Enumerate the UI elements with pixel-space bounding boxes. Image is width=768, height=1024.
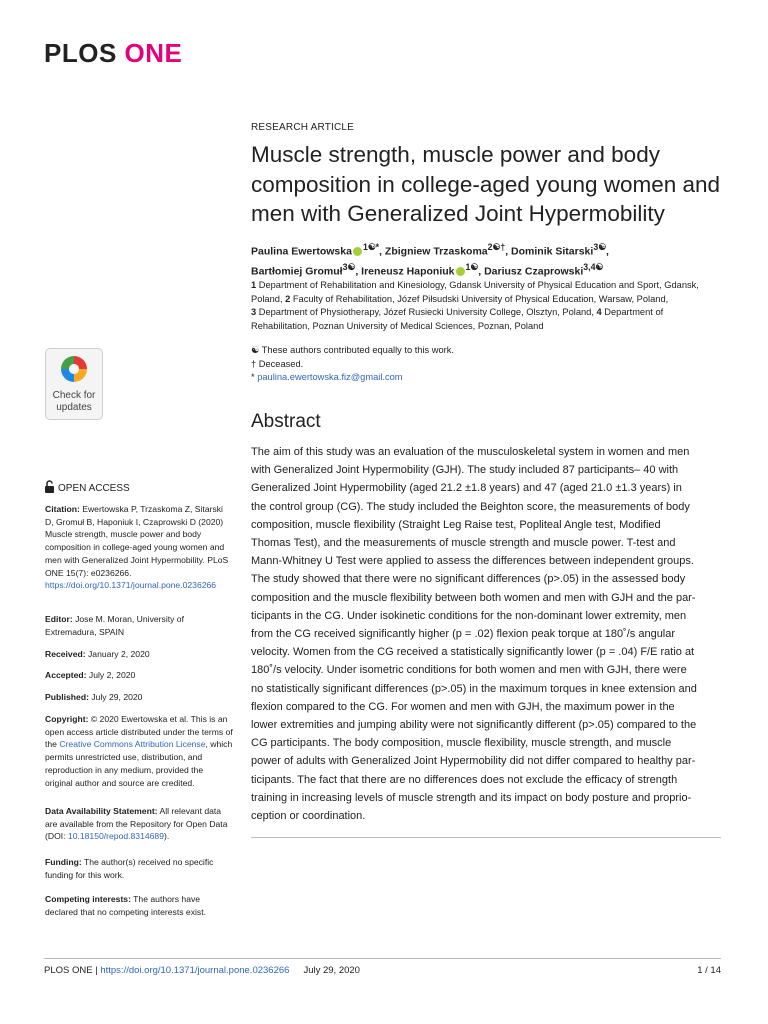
crossmark-icon [59,354,89,384]
footer-citation: PLOS ONE | https://doi.org/10.1371/journal.pone.0236266 July 29, 2020 [44,965,360,976]
abstract-line: composition, muscle flexibility (Straight Leg Raise test, Popliteal Angle test, Modified [251,518,661,531]
abstract-line: The aim of this study was an evaluation of the musculoskeletal system in women and men [251,446,690,458]
abstract-line: training in increasing levels of muscle strength and its impact on body posture and proprio- [251,791,692,804]
abstract-line: Generalized Joint Hypermobility (aged 21.2 ±1.8 years) and 47 (aged 21.0 ±1.3 years) in [251,482,682,495]
orcid-icon[interactable] [353,247,362,256]
abstract-line: CG participants. The body composition, muscle flexibility, muscle strength, and muscle [251,737,672,750]
abstract-heading: Abstract [251,411,321,432]
abstract-line: lower extremities and jumping ability were not significantly different (p>.05) compared to the [251,719,697,732]
data-availability-block: Data Availability Statement: All relevant data are available from the Repository for Open Data (DOI: 10.18150/repod.8314689). [45,806,228,842]
abstract-body [251,443,723,825]
abstract-line: Mann-Whitney U Test were applied to assess the differences between independent groups. [251,555,694,568]
author-notes [251,344,721,385]
abstract-line: ticipants in the CG. Under isokinetic conditions for the non-dominant lower extremity, men [251,609,687,622]
article-type-label: RESEARCH ARTICLE [251,122,355,133]
competing-interests-block: Competing interests: The authors have declared that no competing interests exist. [45,894,206,917]
journal-logo: PLOS ONE [44,38,183,68]
abstract-line: The study showed that there were no significant differences (p>.05) in the assessed body [251,573,686,586]
deceased-note: † Deceased. [251,358,304,369]
footer-date: July 29, 2020 [303,965,360,976]
check-for-updates-badge[interactable]: Check for updates [45,348,103,420]
abstract-line: power of adults with Generalized Joint Hypermobility did not differ compared to healthy par- [251,755,696,768]
license-link[interactable]: Creative Commons Attribution License [59,739,206,750]
abstract-line: ticipants. The fact that there are no differences does not exclude the efficacy of strength [251,773,678,786]
citation-block: Citation: Ewertowska P, Trzaskoma Z, Sitarski D, Gromuł B, Haponiuk I, Czaprowski D (2020) Muscle strength, muscle power and body composition in college-aged young women and men with Generalized Joint Hypermobility. PLoS ONE 15(7): e0236266. https://doi.org/10.1371/journal.pone.0236266 [45,504,229,591]
footer-doi-link[interactable]: https://doi.org/10.1371/journal.pone.0236266 [100,965,290,976]
citation-doi-link[interactable]: https://doi.org/10.1371/journal.pone.0236266 [45,580,217,591]
abstract-line: from the CG received significantly higher (p = .02) flexion peak torque at 180˚/s angular [251,628,676,641]
abstract-divider [251,837,721,838]
abstract-line: velocity. Women from the CG received a statistically significantly lower (p = .04) F/E ratio at [251,646,695,659]
email-link[interactable]: paulina.ewertowska.fiz@gmail.com [257,372,403,382]
copyright-block: Copyright: © 2020 Ewertowska et al. This is an open access article distributed under the terms of the Creative Commons Attribution License, which permits unrestricted use, distribution, and reproduction in any medium, provided the original author and source are credited. [45,714,233,788]
abstract-line: composition and the muscle flexibility between both women and men with GJH and the par- [251,591,696,604]
funding-block: Funding: The author(s) received no specific funding for this work. [45,857,214,880]
affiliations: 1 Department of Rehabilitation and Kinesiology, Gdansk University of Physical Education and Sport, Gdansk, Poland, 2 Faculty of Rehabilitation, Józef Piłsudski University of Physical Education, Warsaw, Poland, 3 Department of Physiotherapy, Józef Rusiecki University College, Olsztyn, Poland, 4 Department of Rehabilitation, Poznan University of Medical Sciences, Poznan, Poland [251,280,699,332]
open-access-badge: OPEN ACCESS [44,480,130,494]
page-number: 1 / 14 [697,965,721,976]
author-list: Paulina Ewertowska $^{1☯*}$, Zbigniew Trzaskoma$^{2☯\dagger}$, Dominik Sitarski$^{3☯}$, Bartłomiej Gromuł$^{3☯}$, Ireneusz Haponiuk $^{1☯}$, Dariusz Czaprowski$^{3,4☯}$ [251,242,609,278]
footer-divider [44,958,721,959]
abstract-line: ception or coordination. [251,810,366,823]
orcid-icon[interactable] [456,267,465,276]
abstract-line: the control group (CG). The study included the Beighton score, the measurements of body [251,500,690,513]
editor-block: Editor: Jose M. Moran, University of Extremadura, SPAIN [45,614,184,637]
data-doi-link[interactable]: 10.18150/repod.8314689 [67,831,164,842]
abstract-line: flexion compared to the CG. For women and men with GJH, the maximum power in the [251,700,675,713]
abstract-line: with Generalized Joint Hypermobility (GJH). The study included 87 participants– 40 with [251,464,679,477]
open-lock-icon [44,480,55,493]
accepted-date: Accepted: July 2, 2020 [45,670,136,680]
abstract-line: 180˚/s velocity. Under isometric conditions for both women and men with GJH, there were [251,664,687,677]
corresponding-author: * paulina.ewertowska.fiz@gmail.com [251,372,403,382]
equal-contribution-note: ☯ These authors contributed equally to this work. [251,345,454,355]
abstract-line: no statistically significant differences (p>.05) in the maximum torques in knee extension and [251,682,697,695]
abstract-line: Thomas Test), and the measurements of muscle strength and muscle power. T-test and [251,537,676,550]
published-date: Published: July 29, 2020 [45,692,143,702]
article-title: Muscle strength, muscle power and body composition in college-aged young women and men with Generalized Joint Hypermobility [251,142,721,226]
received-date: Received: January 2, 2020 [45,649,150,659]
